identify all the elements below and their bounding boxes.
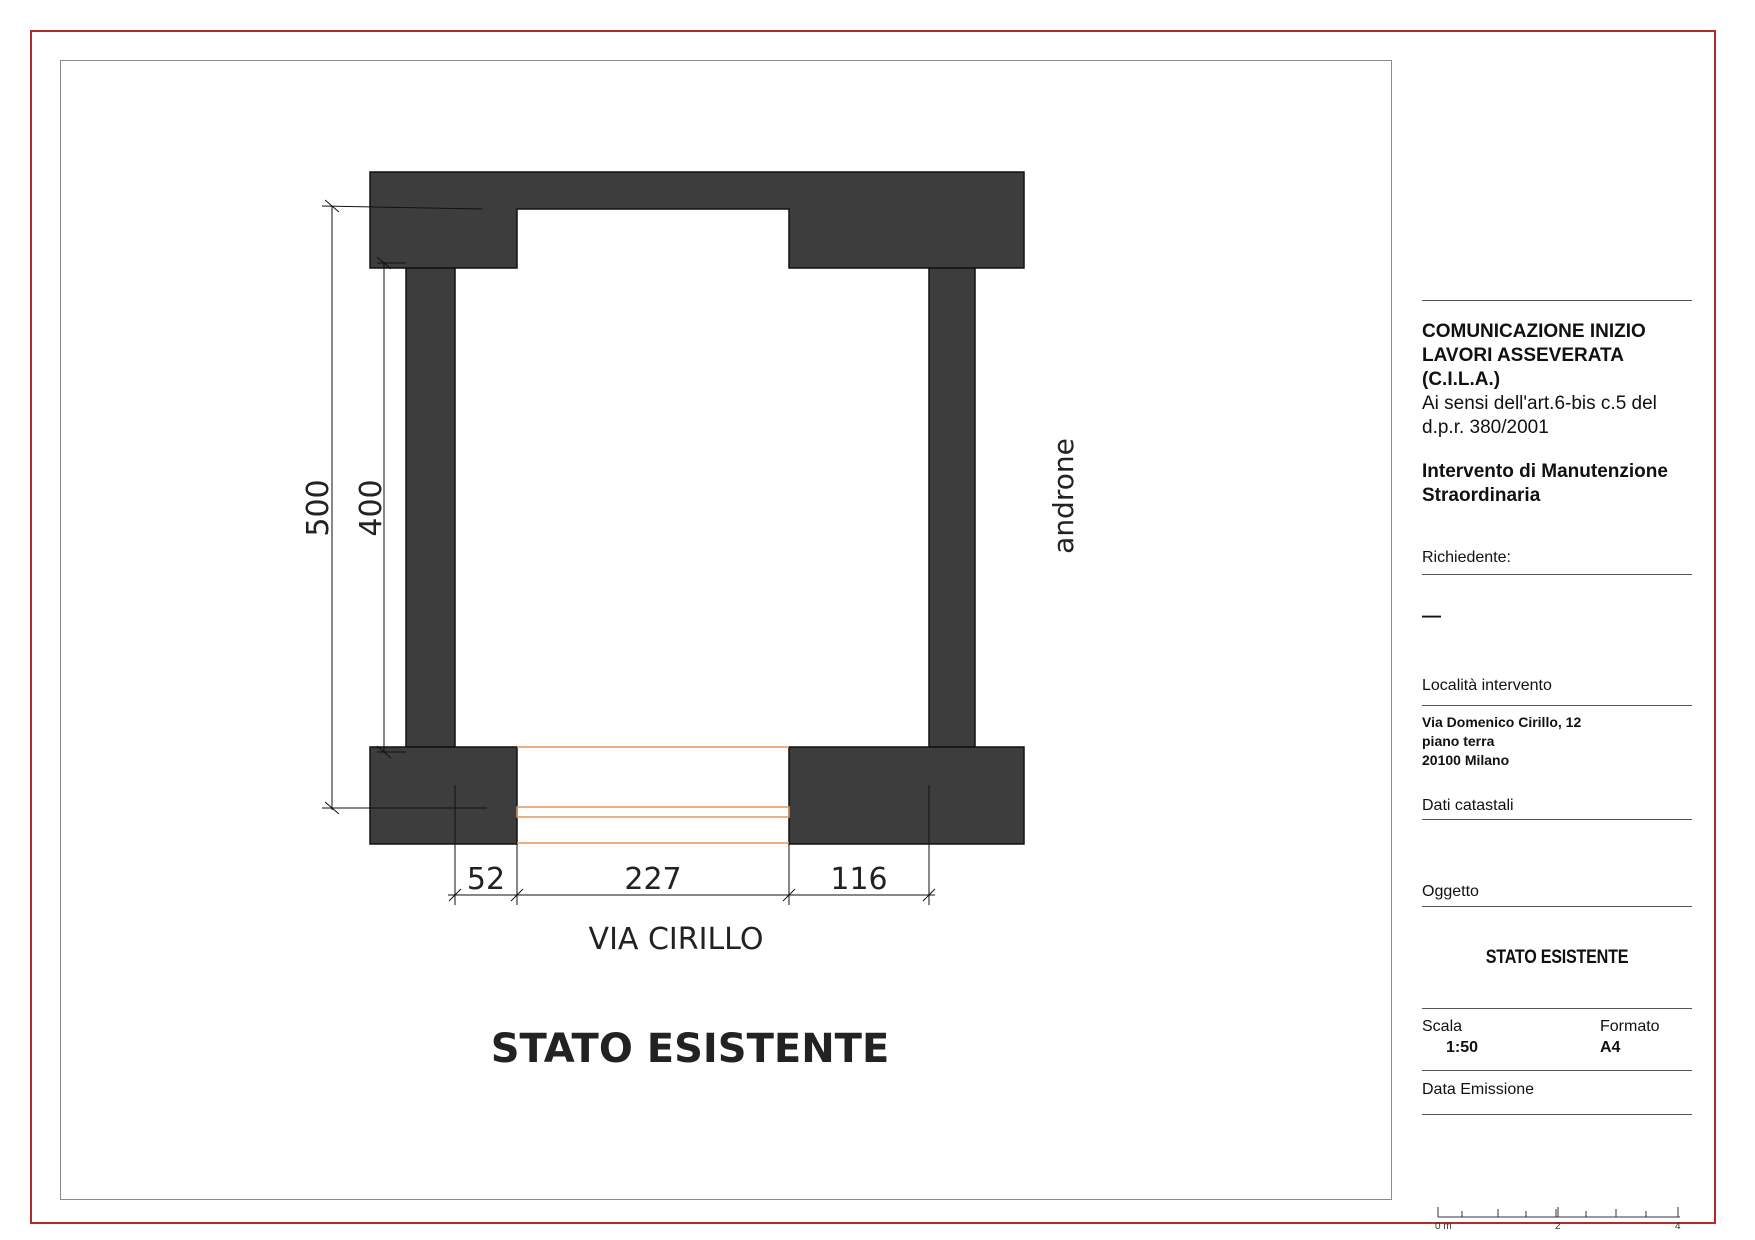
- dim-overall-height: 500: [301, 479, 336, 537]
- tb-data-label: Data Emissione: [1422, 1081, 1535, 1098]
- scale-label-4: 4: [1675, 1221, 1681, 1232]
- tb-intervention: [1422, 460, 1692, 508]
- tb-divider-oggetto: [1422, 906, 1692, 907]
- bottom-left-pier: [370, 747, 517, 844]
- walls: [370, 172, 1024, 844]
- tb-localita-label: Località intervento: [1422, 677, 1552, 694]
- tb-heading: [1422, 320, 1692, 440]
- tb-divider-scala: [1422, 1008, 1692, 1009]
- tb-address: [1422, 713, 1692, 770]
- scale-label-0: 0 m: [1435, 1221, 1452, 1232]
- tb-legal-line-2: d.p.r. 380/2001: [1422, 417, 1549, 438]
- scale-bar: [1438, 1207, 1680, 1217]
- tb-address-line-3: 20100 Milano: [1422, 752, 1510, 768]
- tb-oggetto-value: STATO ESISTENTE: [1485, 947, 1629, 968]
- tb-intervention-line-1: Intervento di Manutenzione: [1422, 461, 1668, 482]
- tb-heading-line-1: COMUNICAZIONE INIZIO: [1422, 321, 1646, 342]
- tb-legal-line-1: Ai sensi dell'art.6-bis c.5 del: [1422, 393, 1657, 414]
- scale-bar-labels: [1435, 1221, 1681, 1232]
- scale-label-2: 2: [1555, 1221, 1561, 1232]
- tb-oggetto-label: Oggetto: [1422, 883, 1479, 900]
- street-label: VIA CIRILLO: [588, 922, 764, 957]
- tb-address-line-1: Via Domenico Cirillo, 12: [1422, 714, 1582, 730]
- tb-dati-label: Dati catastali: [1422, 797, 1514, 814]
- top-wall: [370, 172, 1024, 268]
- drawing-title: STATO ESISTENTE: [490, 1026, 890, 1072]
- tb-formato-label: Formato: [1600, 1018, 1660, 1035]
- tb-divider-top: [1422, 300, 1692, 301]
- left-column: [406, 268, 455, 747]
- tb-divider-richiedente: [1422, 574, 1692, 575]
- dim-opening: 227: [624, 862, 682, 897]
- bottom-right-pier: [789, 747, 1024, 844]
- tb-richiedente-label: Richiedente:: [1422, 549, 1511, 566]
- tb-heading-line-2: LAVORI ASSEVERATA: [1422, 345, 1624, 366]
- dim-right-pier: 116: [830, 862, 888, 897]
- tb-formato-value: A4: [1600, 1039, 1621, 1056]
- tb-divider-bottom: [1422, 1114, 1692, 1115]
- dim-left-pier: 52: [466, 862, 506, 897]
- right-column: [929, 268, 975, 747]
- tb-divider-localita: [1422, 705, 1692, 706]
- tb-divider-data: [1422, 1070, 1692, 1071]
- tb-richiedente-value: —: [1422, 606, 1441, 627]
- dim-inner-height: 400: [354, 479, 389, 537]
- tb-intervention-line-2: Straordinaria: [1422, 485, 1541, 506]
- opening-lines: [517, 747, 789, 843]
- side-label: androne: [1047, 438, 1080, 554]
- tb-scala-label: Scala: [1422, 1018, 1463, 1035]
- tb-scala-value: 1:50: [1446, 1039, 1479, 1056]
- tb-divider-dati: [1422, 819, 1692, 820]
- tb-heading-line-3: (C.I.L.A.): [1422, 369, 1501, 390]
- tb-address-line-2: piano terra: [1422, 733, 1495, 749]
